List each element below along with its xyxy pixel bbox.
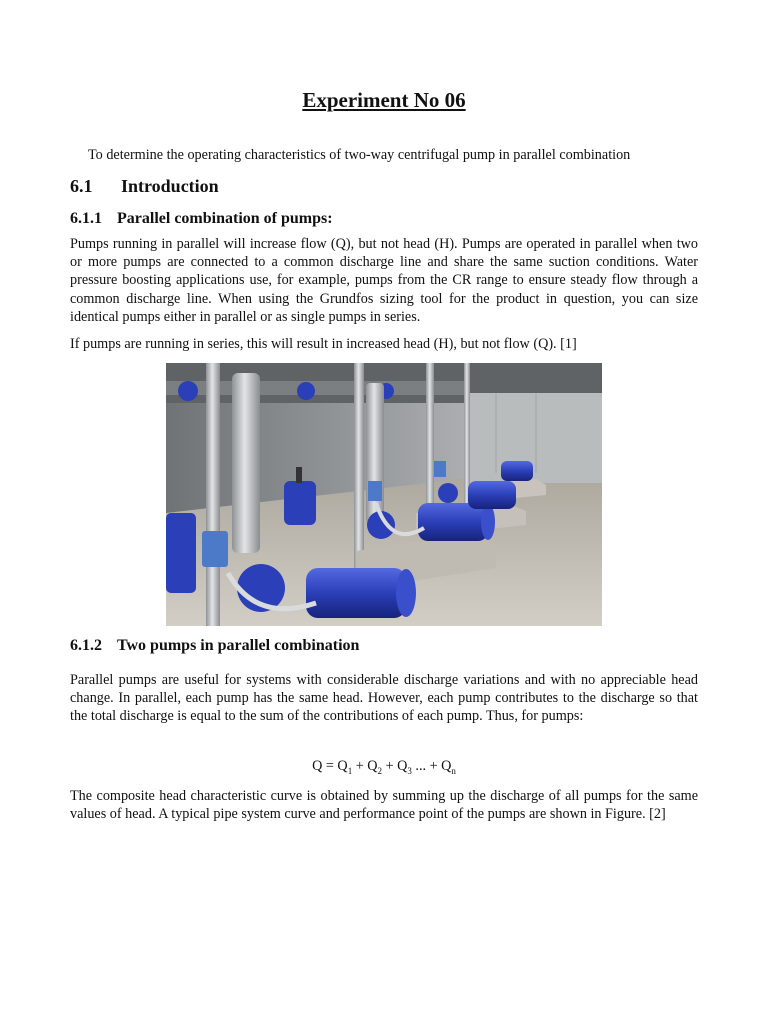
paragraph-composite-curve: The composite head characteristic curve is obtained by summing up the discharge of all pumps for the same values of head. A typical pipe system curve and performance point of the pumps are shown in Figure. [2] [70,788,698,823]
page-title: Experiment No 06 [302,88,466,112]
subsection-number-2: 6.1.2 [70,637,102,654]
pump-installation-photo [166,363,602,626]
section-heading [70,176,219,197]
subsection-heading-1 [70,210,333,228]
section-number: 6.1 [70,176,93,196]
paragraph-parallel-pumps: Pumps running in parallel will increase flow (Q), but not head (H). Pumps are operated in parallel when two or more pumps are connected to a common discharge line and share the same suction conditions. Water pressure boosting applications use, for example, pumps from the CR range to ensure steady flow through a common discharge line. When using the Grundfos sizing tool for the product in question, you can size identical pumps either in parallel or as single pumps in series. [70,236,698,325]
paragraph-series-pumps: If pumps are running in series, this will result in increased head (H), but not flow (Q). [1] [70,336,577,352]
eq-part-lhs: Q = Q [312,758,348,774]
eq-sub-n: n [451,765,456,776]
discharge-equation [0,758,768,776]
subsection-title-1: Parallel combination of pumps: [117,210,333,227]
subsection-title-2: Two pumps in parallel combination [117,637,360,654]
eq-part-1: + Q [352,758,378,774]
eq-sub-1: 1 [347,765,353,776]
eq-sub-2: 2 [377,765,383,776]
eq-part-3: ... + Q [411,758,452,774]
paragraph-two-pumps: Parallel pumps are useful for systems with considerable discharge variations and with no appreciable head change. In parallel, each pump has the same head. However, each pump contributes to the discharge so that the total discharge is equal to the sum of the contributions of each pump. Thus, for pumps: [70,672,698,725]
eq-part-2: + Q [382,758,408,774]
subsection-number-1: 6.1.1 [70,210,102,227]
subsection-heading-2 [70,637,359,655]
aim-statement: To determine the operating characteristics of two-way centrifugal pump in parallel combination [88,147,631,163]
eq-sub-3: 3 [407,765,412,776]
section-title: Introduction [121,176,219,196]
